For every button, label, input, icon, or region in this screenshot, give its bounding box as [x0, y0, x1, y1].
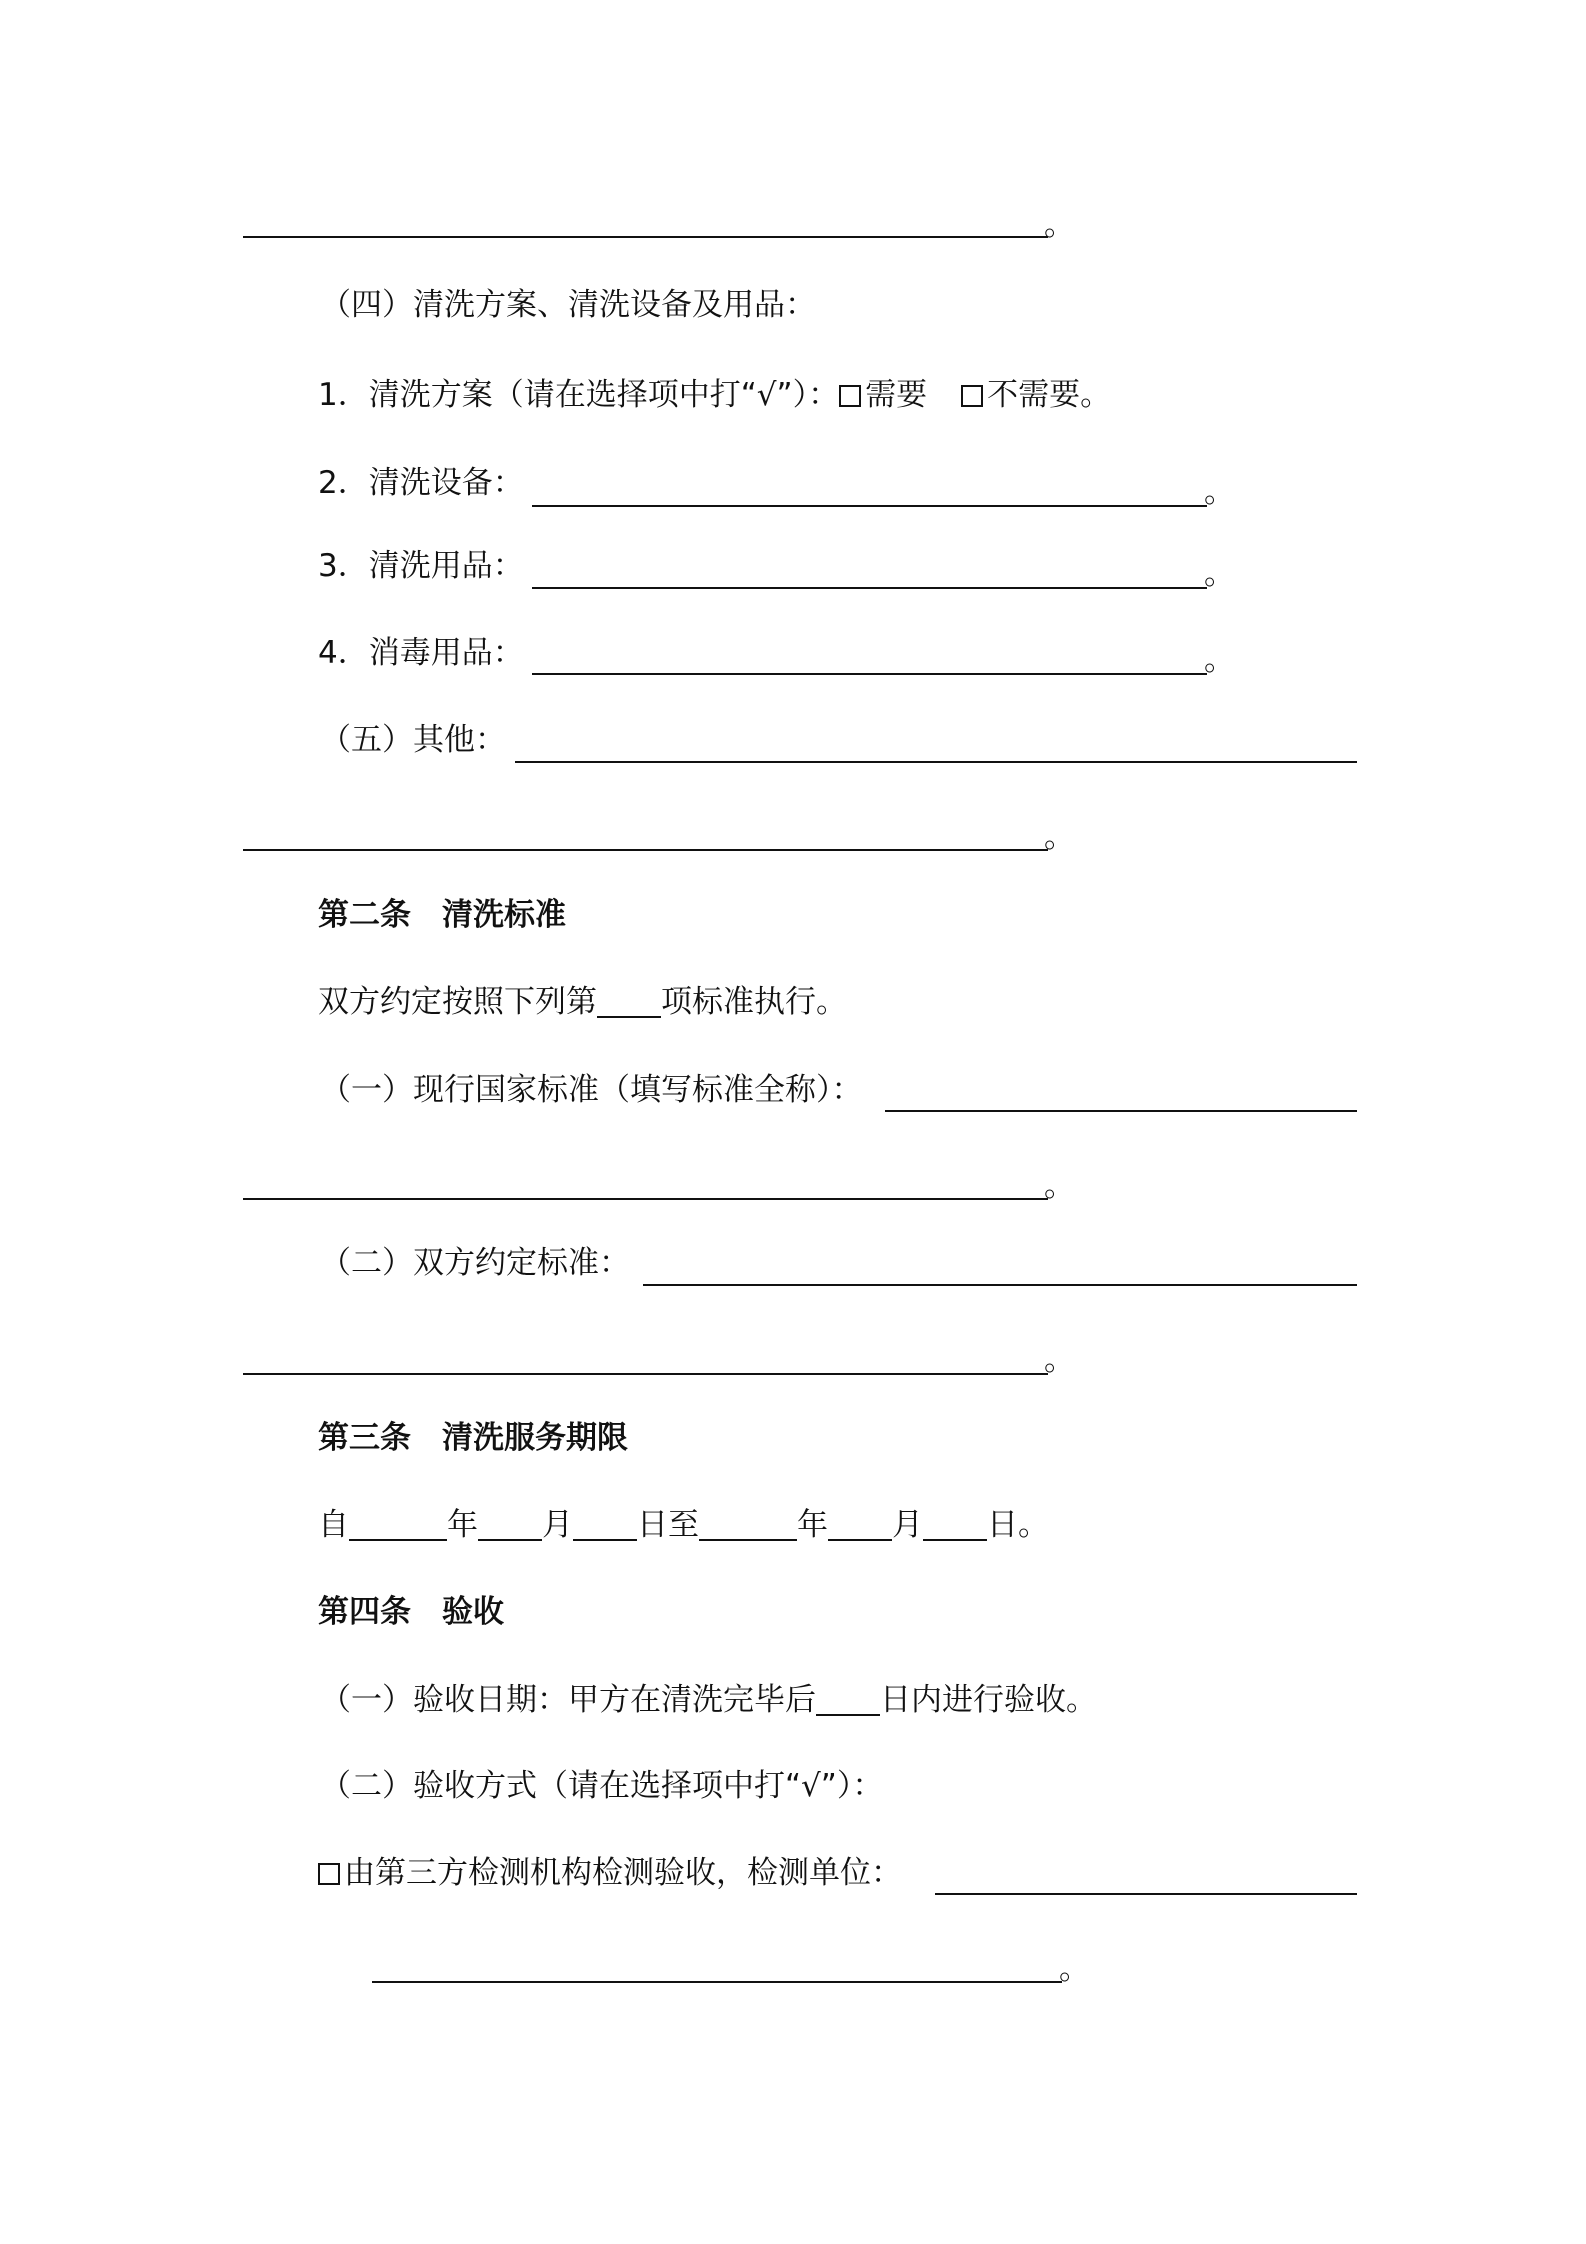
period: 。: [1044, 1168, 1075, 1204]
period: 。: [1044, 819, 1075, 855]
end-year-field[interactable]: [699, 1505, 797, 1541]
cleaning-supplies-field[interactable]: [532, 587, 1207, 589]
cleaning-supplies-label: 3．清洗用品：: [318, 548, 524, 584]
agreed-standard-field[interactable]: [643, 1284, 1357, 1286]
section-4-heading: （四）清洗方案、清洗设备及用品：: [320, 287, 816, 323]
article-3-title: 第三条 清洗服务期限: [318, 1420, 628, 1456]
start-month-field[interactable]: [478, 1505, 542, 1541]
blank-line[interactable]: [243, 236, 1048, 238]
agreed-standard-label: （二）双方约定标准：: [320, 1245, 630, 1281]
period: 。: [1044, 207, 1075, 243]
checkbox-not-needed[interactable]: [961, 385, 983, 407]
start-year-field[interactable]: [349, 1505, 447, 1541]
article-4-title: 第四条 验收: [318, 1594, 504, 1630]
disinfection-supplies-label: 4．消毒用品：: [318, 635, 524, 671]
period: 。: [1204, 642, 1235, 678]
end-day-field[interactable]: [923, 1505, 987, 1541]
standard-number-field[interactable]: [597, 982, 661, 1018]
period: 。: [1204, 474, 1235, 510]
period: 。: [1204, 556, 1235, 592]
article-2-intro: 双方约定按照下列第 项标准执行。: [318, 984, 847, 1020]
acceptance-method-label: （二）验收方式（请在选择项中打“√”）：: [320, 1768, 884, 1804]
period: 。: [1059, 1951, 1090, 1987]
third-party-row: 由第三方检测机构检测验收，检测单位：: [318, 1853, 902, 1893]
end-month-field[interactable]: [828, 1505, 892, 1541]
other-field-continued[interactable]: [243, 849, 1048, 851]
start-day-field[interactable]: [573, 1505, 637, 1541]
national-standard-field[interactable]: [885, 1110, 1357, 1112]
cleaning-plan-row: [318, 375, 1111, 415]
checkbox-needed[interactable]: [839, 385, 861, 407]
national-standard-label: （一）现行国家标准（填写标准全称）：: [320, 1072, 863, 1108]
option-needed-label: 需要: [865, 377, 928, 413]
agreed-standard-field-continued[interactable]: [243, 1373, 1048, 1375]
national-standard-field-continued[interactable]: [243, 1198, 1048, 1200]
option-not-needed-label: 不需要。: [987, 377, 1112, 413]
acceptance-date-row: （一）验收日期：甲方在清洗完毕后 日内进行验收。: [320, 1682, 1097, 1718]
period: 。: [1044, 1342, 1075, 1378]
acceptance-days-field[interactable]: [816, 1680, 880, 1716]
other-field[interactable]: [515, 761, 1357, 763]
cleaning-equipment-field[interactable]: [532, 505, 1207, 507]
article-2-title: 第二条 清洗标准: [318, 897, 566, 933]
checkbox-third-party[interactable]: [318, 1863, 340, 1885]
cleaning-equipment-label: 2．清洗设备：: [318, 465, 524, 501]
service-period-row: 自 年 月 日至 年 月 日。: [318, 1507, 1049, 1543]
disinfection-supplies-field[interactable]: [532, 673, 1207, 675]
testing-unit-field-continued[interactable]: [372, 1981, 1062, 1983]
testing-unit-field[interactable]: [935, 1893, 1357, 1895]
cleaning-plan-label: 1．清洗方案（请在选择项中打“√”）：: [318, 377, 840, 413]
section-5-label: （五）其他：: [320, 722, 506, 758]
